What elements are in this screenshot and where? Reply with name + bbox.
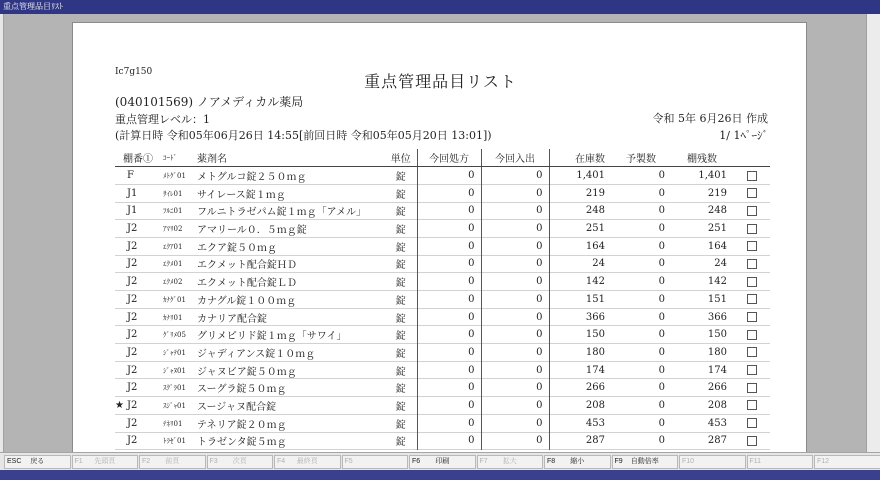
fkey-f6-button[interactable] bbox=[409, 455, 476, 469]
row-checkbox[interactable] bbox=[747, 400, 757, 410]
cell-drug-name: サイレース錠１ｍｇ bbox=[197, 189, 286, 201]
cell-shelf: J2 bbox=[127, 435, 138, 447]
cell-shelf: J2 bbox=[127, 399, 138, 411]
cell-prepared: 0 bbox=[658, 346, 665, 358]
cell-prepared: 0 bbox=[658, 258, 665, 270]
cell-current-io: 0 bbox=[481, 432, 549, 450]
report-title: 重点管理品目リスト bbox=[364, 72, 517, 91]
cell-shelf: J2 bbox=[127, 346, 138, 358]
cell-code: ｽｼﾞｬ01 bbox=[163, 401, 186, 410]
cell-code: ｱﾏﾘ02 bbox=[163, 225, 183, 234]
cell-code: ｴｸﾒ01 bbox=[163, 260, 183, 269]
table-row bbox=[115, 308, 770, 326]
cell-shelf: J2 bbox=[127, 382, 138, 394]
cell-shelf: J2 bbox=[127, 258, 138, 270]
cell-drug-name: グリメピリド錠１ｍｇ「サワイ」 bbox=[197, 331, 347, 343]
row-checkbox[interactable] bbox=[747, 347, 757, 357]
table-row bbox=[115, 326, 770, 344]
cell-shelf: J2 bbox=[127, 276, 138, 288]
cell-code: ｼﾞｬﾃ01 bbox=[163, 348, 186, 357]
header-current-io: 今回入出 bbox=[481, 149, 549, 167]
calculation-datetime: (計算日時 令和05年06月26日 14:55[前回日時 令和05年05月20日 13:01]) bbox=[115, 129, 492, 142]
status-strip bbox=[0, 470, 880, 480]
cell-unit: 錠 bbox=[395, 437, 406, 449]
cell-drug-name: エクア錠５０ｍｇ bbox=[197, 242, 277, 254]
row-checkbox[interactable] bbox=[747, 259, 757, 269]
cell-current-rx: 0 bbox=[417, 255, 481, 273]
left-edge bbox=[0, 14, 4, 452]
table-row bbox=[115, 273, 770, 291]
cell-shelf-remain: 266 bbox=[707, 382, 727, 394]
header-code: ｺｰﾄﾞ bbox=[161, 149, 195, 167]
cell-drug-name: エクメット配合錠ＬＤ bbox=[197, 278, 297, 290]
cell-stock: 287 bbox=[549, 432, 611, 450]
cell-shelf-remain: 151 bbox=[707, 293, 727, 305]
cell-current-rx: 0 bbox=[417, 273, 481, 291]
table-row bbox=[115, 344, 770, 362]
cell-current-io: 0 bbox=[481, 237, 549, 255]
fkey-key: F6 bbox=[412, 458, 421, 465]
cell-drug-name: ジャディアンス錠１０ｍｇ bbox=[197, 348, 316, 360]
cell-prepared: 0 bbox=[658, 382, 665, 394]
fkey-f1-button[interactable] bbox=[72, 455, 139, 469]
report-page bbox=[72, 22, 807, 454]
cell-stock: 208 bbox=[549, 397, 611, 415]
cell-shelf-remain: 150 bbox=[707, 329, 727, 341]
cell-current-io: 0 bbox=[481, 379, 549, 397]
cell-current-rx: 0 bbox=[417, 167, 481, 185]
row-checkbox[interactable] bbox=[747, 383, 757, 393]
row-checkbox[interactable] bbox=[747, 418, 757, 428]
cell-code: ﾒﾄｸﾞ01 bbox=[163, 172, 186, 181]
cell-shelf: J2 bbox=[127, 311, 138, 323]
cell-stock: 366 bbox=[549, 308, 611, 326]
cell-code: ｶﾅｸﾞ01 bbox=[163, 295, 186, 304]
cell-unit: 錠 bbox=[395, 401, 406, 413]
cell-shelf: J2 bbox=[127, 329, 138, 341]
cell-unit: 錠 bbox=[395, 225, 406, 237]
function-key-bar bbox=[0, 452, 880, 480]
cell-shelf: F bbox=[127, 170, 134, 182]
cell-code: ﾃﾈﾘ01 bbox=[163, 419, 183, 428]
cell-stock: 180 bbox=[549, 344, 611, 362]
fkey-key: F8 bbox=[547, 458, 556, 465]
fkey-label: 次頁 bbox=[232, 458, 247, 465]
cell-unit: 錠 bbox=[395, 260, 406, 272]
fkey-f11-button[interactable] bbox=[747, 455, 814, 469]
cell-prepared: 0 bbox=[658, 399, 665, 411]
priority-star-icon: ★ bbox=[115, 399, 124, 411]
table-row bbox=[115, 220, 770, 238]
header-shelf: 棚番① bbox=[115, 149, 161, 167]
cell-current-io: 0 bbox=[481, 308, 549, 326]
fkey-label: 自動倍率 bbox=[630, 458, 659, 465]
fkey-label: 最終頁 bbox=[296, 458, 318, 465]
row-checkbox[interactable] bbox=[747, 312, 757, 322]
cell-prepared: 0 bbox=[658, 293, 665, 305]
cell-code: ｶﾅﾘ01 bbox=[163, 313, 183, 322]
cell-stock: 453 bbox=[549, 414, 611, 432]
cell-stock: 151 bbox=[549, 291, 611, 309]
cell-drug-name: ジャヌビア錠５０ｍｇ bbox=[197, 366, 297, 378]
row-checkbox[interactable] bbox=[747, 330, 757, 340]
table-row bbox=[115, 184, 770, 202]
cell-code: ﾄﾗｾﾞ01 bbox=[163, 437, 186, 446]
cell-code: ｴｸﾒ02 bbox=[163, 278, 183, 287]
fkey-key: F7 bbox=[479, 458, 488, 465]
fkey-f7-button[interactable] bbox=[477, 455, 544, 469]
table-row bbox=[115, 291, 770, 309]
fkey-key: F3 bbox=[209, 458, 218, 465]
created-date: 令和 5年 6月26日 作成 bbox=[652, 112, 768, 125]
cell-shelf: J2 bbox=[127, 417, 138, 429]
cell-current-rx: 0 bbox=[417, 414, 481, 432]
cell-shelf: J2 bbox=[127, 223, 138, 235]
cell-current-io: 0 bbox=[481, 414, 549, 432]
cell-unit: 錠 bbox=[395, 189, 406, 201]
pharmacy-name: (040101569) ノアメディカル薬局 bbox=[115, 95, 304, 109]
row-checkbox[interactable] bbox=[747, 224, 757, 234]
fkey-f2-button[interactable] bbox=[139, 455, 206, 469]
cell-drug-name: エクメット配合錠ＨＤ bbox=[197, 260, 297, 272]
cell-drug-name: カナリア配合錠 bbox=[197, 313, 267, 325]
cell-shelf-remain: 174 bbox=[707, 364, 727, 376]
fkey-key: F9 bbox=[614, 458, 623, 465]
fkey-f12-button[interactable] bbox=[814, 455, 880, 469]
cell-prepared: 0 bbox=[658, 276, 665, 288]
cell-code: ｸﾞﾘﾒ05 bbox=[163, 331, 186, 340]
fkey-f10-button[interactable] bbox=[679, 455, 746, 469]
cell-current-rx: 0 bbox=[417, 361, 481, 379]
cell-prepared: 0 bbox=[658, 329, 665, 341]
fkey-key: F2 bbox=[142, 458, 151, 465]
cell-prepared: 0 bbox=[658, 170, 665, 182]
fkey-label: 先頭頁 bbox=[94, 458, 116, 465]
cell-shelf: J2 bbox=[127, 240, 138, 252]
cell-current-io: 0 bbox=[481, 167, 549, 185]
cell-prepared: 0 bbox=[658, 311, 665, 323]
report-code: Ic7g150 bbox=[115, 67, 153, 77]
fkey-f5-button[interactable] bbox=[342, 455, 409, 469]
cell-unit: 錠 bbox=[395, 278, 406, 290]
cell-unit: 錠 bbox=[395, 419, 406, 431]
cell-prepared: 0 bbox=[658, 435, 665, 447]
cell-unit: 錠 bbox=[395, 348, 406, 360]
cell-stock: 24 bbox=[549, 255, 611, 273]
cell-drug-name: スーグラ錠５０ｍｇ bbox=[197, 384, 287, 396]
cell-current-rx: 0 bbox=[417, 184, 481, 202]
row-checkbox[interactable] bbox=[747, 206, 757, 216]
table-row bbox=[115, 237, 770, 255]
cell-prepared: 0 bbox=[658, 187, 665, 199]
cell-shelf: J2 bbox=[127, 293, 138, 305]
cell-current-rx: 0 bbox=[417, 397, 481, 415]
fkey-esc-button[interactable] bbox=[4, 455, 71, 469]
header-stock: 在庫数 bbox=[549, 149, 611, 167]
cell-prepared: 0 bbox=[658, 364, 665, 376]
header-current-rx: 今回処方 bbox=[417, 149, 481, 167]
fkey-f4-button[interactable] bbox=[274, 455, 341, 469]
cell-current-rx: 0 bbox=[417, 237, 481, 255]
cell-stock: 266 bbox=[549, 379, 611, 397]
row-checkbox[interactable] bbox=[747, 188, 757, 198]
cell-unit: 錠 bbox=[395, 313, 406, 325]
row-checkbox[interactable] bbox=[747, 294, 757, 304]
fkey-label: 縮小 bbox=[570, 458, 585, 465]
cell-drug-name: メトグルコ錠２５０ｍｇ bbox=[197, 172, 307, 184]
fkey-label: 戻る bbox=[30, 458, 45, 465]
cell-prepared: 0 bbox=[658, 240, 665, 252]
cell-stock: 150 bbox=[549, 326, 611, 344]
header-check bbox=[733, 149, 770, 167]
vertical-scrollbar[interactable] bbox=[866, 14, 880, 452]
cell-current-io: 0 bbox=[481, 220, 549, 238]
header-prepared: 予製数 bbox=[611, 149, 671, 167]
cell-prepared: 0 bbox=[658, 205, 665, 217]
cell-shelf: J1 bbox=[127, 187, 138, 199]
cell-drug-name: テネリア錠２０ｍｇ bbox=[197, 419, 287, 431]
cell-unit: 錠 bbox=[395, 242, 406, 254]
cell-prepared: 0 bbox=[658, 417, 665, 429]
window-title: 重点管理品目ﾘｽﾄ bbox=[3, 2, 63, 11]
cell-current-io: 0 bbox=[481, 361, 549, 379]
table-row bbox=[115, 167, 770, 185]
cell-shelf-remain: 453 bbox=[707, 417, 727, 429]
fkey-key: ESC bbox=[7, 458, 22, 465]
row-checkbox[interactable] bbox=[747, 436, 757, 446]
cell-code: ｽｸﾞﾗ01 bbox=[163, 384, 186, 393]
cell-drug-name: アマリール０．５ｍｇ錠 bbox=[197, 225, 307, 237]
cell-shelf: J2 bbox=[127, 364, 138, 376]
fkey-key: F12 bbox=[817, 458, 830, 465]
fkey-key: F4 bbox=[277, 458, 286, 465]
cell-current-rx: 0 bbox=[417, 220, 481, 238]
cell-current-io: 0 bbox=[481, 255, 549, 273]
cell-current-rx: 0 bbox=[417, 308, 481, 326]
fkey-label: 拡大 bbox=[502, 458, 517, 465]
cell-prepared: 0 bbox=[658, 223, 665, 235]
cell-code: ﾌﾙﾆ01 bbox=[163, 207, 183, 216]
cell-unit: 錠 bbox=[395, 207, 406, 219]
cell-current-io: 0 bbox=[481, 202, 549, 220]
row-checkbox[interactable] bbox=[747, 365, 757, 375]
cell-current-rx: 0 bbox=[417, 202, 481, 220]
cell-current-rx: 0 bbox=[417, 379, 481, 397]
cell-stock: 1,401 bbox=[549, 167, 611, 185]
header-shelf-remain: 棚残数 bbox=[671, 149, 733, 167]
cell-unit: 錠 bbox=[395, 331, 406, 343]
fkey-f8-button[interactable] bbox=[544, 455, 611, 469]
fkey-label: 印刷 bbox=[435, 458, 450, 465]
fkey-f3-button[interactable] bbox=[207, 455, 274, 469]
fkey-key: F5 bbox=[344, 458, 353, 465]
table-row bbox=[115, 432, 770, 450]
report-table bbox=[115, 149, 770, 450]
cell-drug-name: トラゼンタ錠５ｍｇ bbox=[197, 437, 287, 449]
cell-shelf-remain: 219 bbox=[707, 187, 727, 199]
table-header-row bbox=[115, 149, 770, 167]
cell-stock: 164 bbox=[549, 237, 611, 255]
cell-current-io: 0 bbox=[481, 273, 549, 291]
table-row bbox=[115, 379, 770, 397]
print-preview-area[interactable] bbox=[0, 14, 880, 452]
cell-drug-name: カナグル錠１００ｍｇ bbox=[197, 295, 297, 307]
cell-stock: 142 bbox=[549, 273, 611, 291]
cell-code: ｻｲﾚ01 bbox=[163, 189, 183, 198]
header-drug-name: 薬剤名 bbox=[195, 149, 385, 167]
cell-shelf-remain: 287 bbox=[707, 435, 727, 447]
cell-stock: 174 bbox=[549, 361, 611, 379]
table-row bbox=[115, 361, 770, 379]
cell-shelf-remain: 164 bbox=[707, 240, 727, 252]
fkey-key: F10 bbox=[682, 458, 695, 465]
fkey-key: F11 bbox=[749, 458, 762, 465]
cell-shelf-remain: 180 bbox=[707, 346, 727, 358]
cell-drug-name: スージャヌ配合錠 bbox=[197, 401, 277, 413]
table-row bbox=[115, 202, 770, 220]
cell-unit: 錠 bbox=[395, 172, 406, 184]
cell-current-io: 0 bbox=[481, 397, 549, 415]
cell-unit: 錠 bbox=[395, 384, 406, 396]
cell-shelf-remain: 366 bbox=[707, 311, 727, 323]
management-level: 重点管理レベル：1 bbox=[115, 113, 210, 126]
cell-shelf-remain: 24 bbox=[714, 258, 727, 270]
table-row bbox=[115, 414, 770, 432]
cell-shelf-remain: 142 bbox=[707, 276, 727, 288]
cell-drug-name: フルニトラゼパム錠１ｍｇ「アメル」 bbox=[197, 207, 366, 219]
fkey-key: F1 bbox=[74, 458, 83, 465]
window-title-bar bbox=[0, 0, 880, 14]
cell-current-io: 0 bbox=[481, 184, 549, 202]
cell-shelf-remain: 248 bbox=[707, 205, 727, 217]
page-number: 1/ 1ﾍﾟｰｼﾞ bbox=[719, 129, 768, 142]
row-checkbox[interactable] bbox=[747, 277, 757, 287]
cell-current-io: 0 bbox=[481, 326, 549, 344]
fkey-label: 前頁 bbox=[165, 458, 180, 465]
cell-current-rx: 0 bbox=[417, 344, 481, 362]
cell-current-io: 0 bbox=[481, 291, 549, 309]
cell-unit: 錠 bbox=[395, 366, 406, 378]
cell-shelf-remain: 251 bbox=[707, 223, 727, 235]
cell-code: ｴｸｱ01 bbox=[163, 242, 183, 251]
cell-current-rx: 0 bbox=[417, 291, 481, 309]
cell-current-rx: 0 bbox=[417, 326, 481, 344]
cell-shelf: J1 bbox=[127, 205, 138, 217]
cell-code: ｼﾞｬﾇ01 bbox=[163, 366, 186, 375]
fkey-f9-button[interactable] bbox=[612, 455, 679, 469]
table-row bbox=[115, 255, 770, 273]
cell-current-io: 0 bbox=[481, 344, 549, 362]
header-unit: 単位 bbox=[385, 149, 417, 167]
cell-stock: 219 bbox=[549, 184, 611, 202]
row-checkbox[interactable] bbox=[747, 171, 757, 181]
cell-stock: 248 bbox=[549, 202, 611, 220]
cell-shelf-remain: 1,401 bbox=[698, 170, 727, 182]
cell-unit: 錠 bbox=[395, 295, 406, 307]
cell-stock: 251 bbox=[549, 220, 611, 238]
row-checkbox[interactable] bbox=[747, 241, 757, 251]
cell-shelf-remain: 208 bbox=[707, 399, 727, 411]
table-row bbox=[115, 397, 770, 415]
cell-current-rx: 0 bbox=[417, 432, 481, 450]
